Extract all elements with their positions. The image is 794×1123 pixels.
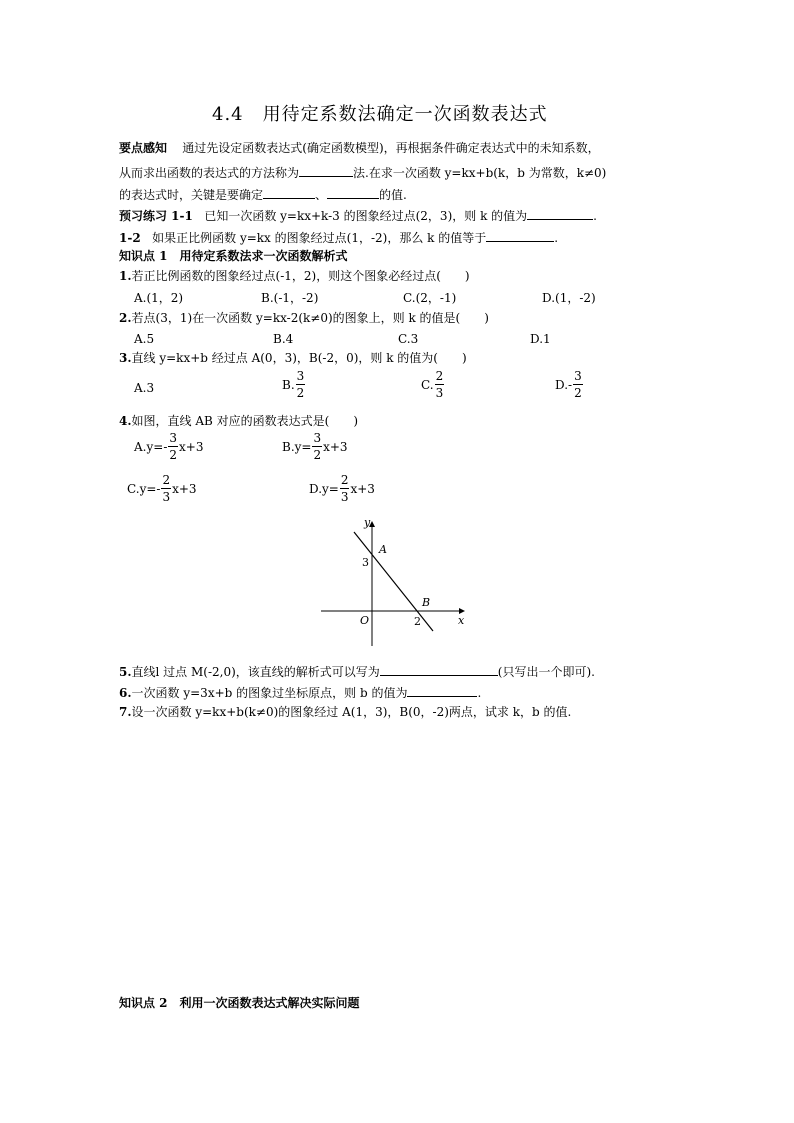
key-points-text-2a: 从而求出函数的表达式的方法称为	[119, 166, 300, 180]
question-7-number: 7.	[119, 705, 132, 719]
question-6	[119, 685, 481, 699]
key-points-text-1: 通过先设定函数表达式(确定函数模型)，再根据条件确定表达式中的未知系数，	[182, 141, 600, 155]
q4-option-b	[282, 432, 348, 461]
numerator: 3	[574, 369, 582, 383]
denominator: 2	[296, 386, 305, 400]
question-7	[119, 706, 571, 718]
fraction	[312, 432, 322, 461]
q1-option-b: B.(-1，-2)	[261, 291, 319, 305]
question-2-stem	[119, 312, 489, 324]
fraction	[161, 474, 171, 503]
question-2-number: 2.	[119, 311, 132, 325]
answer-blank[interactable]	[380, 664, 498, 676]
denominator: 3	[435, 386, 444, 400]
q2-option-a: A.5	[134, 332, 155, 346]
fraction	[296, 370, 306, 399]
x-tick-label: 2	[414, 615, 421, 628]
question-5-number: 5.	[119, 665, 132, 679]
fraction	[573, 370, 583, 399]
question-5-end: (只写出一个即可).	[497, 665, 595, 679]
q4-option-a-label: A.y=-	[134, 439, 168, 454]
q3-option-d-label: D.-	[555, 377, 573, 392]
q4-option-c	[127, 474, 197, 503]
q4-option-d	[309, 474, 375, 503]
question-6-end: .	[477, 686, 482, 700]
key-points-line-1	[119, 142, 600, 154]
page-title: 4.4 用待定系数法确定一次函数表达式	[212, 104, 548, 125]
point-b-label: B	[422, 596, 431, 609]
preview-1-2	[119, 230, 558, 244]
point-a-label: A	[379, 543, 387, 556]
question-4-number: 4.	[119, 414, 132, 428]
fraction	[435, 370, 445, 399]
answer-blank[interactable]	[527, 208, 593, 220]
preview-1-1	[119, 208, 597, 222]
q1-option-a: A.(1，2)	[134, 291, 184, 305]
q4-option-c-label: C.y=-	[127, 481, 161, 496]
q1-option-c: C.(2，-1)	[403, 291, 457, 305]
answer-blank[interactable]	[327, 187, 379, 199]
key-points-line-2	[119, 165, 606, 179]
numerator: 2	[162, 473, 171, 487]
question-6-number: 6.	[119, 686, 132, 700]
question-1-number: 1.	[119, 269, 132, 283]
preview-1-2-text: 如果正比例函数 y=kx 的图象经过点(1，-2)，那么 k 的值等于	[152, 231, 487, 245]
q3-option-a: A.3	[134, 381, 155, 395]
answer-blank[interactable]	[486, 230, 554, 242]
section-2-heading: 知识点 2 利用一次函数表达式解决实际问题	[119, 996, 360, 1010]
q1-option-d: D.(1，-2)	[542, 291, 596, 305]
question-1-stem	[119, 270, 470, 282]
numerator: 2	[435, 369, 444, 383]
q4-option-d-label: D.y=	[309, 481, 339, 496]
section-1-heading: 知识点 1 用待定系数法求一次函数解析式	[119, 249, 348, 263]
question-5-text: 直线l 过点 M(-2,0)，该直线的解析式可以写为	[131, 665, 380, 679]
q3-option-b-label: B.	[282, 377, 295, 392]
key-points-text-3c: 的值.	[379, 188, 407, 202]
q2-option-b: B.4	[273, 332, 294, 346]
q4-option-d-suffix: x+3	[350, 481, 375, 496]
denominator: 3	[162, 490, 171, 504]
numerator: 3	[296, 369, 305, 383]
denominator: 2	[169, 448, 178, 462]
fraction	[340, 474, 350, 503]
denominator: 2	[313, 448, 322, 462]
question-4-text: 如图，直线 AB 对应的函数表达式是( )	[131, 414, 359, 428]
numerator: 2	[340, 473, 349, 487]
question-3-text: 直线 y=kx+b 经过点 A(0，3)，B(-2，0)，则 k 的值为( )	[131, 351, 467, 365]
q4-option-b-label: B.y=	[282, 439, 312, 454]
answer-blank[interactable]	[407, 685, 477, 697]
q4-option-a-suffix: x+3	[179, 439, 204, 454]
q4-option-a	[134, 432, 203, 461]
question-1-text: 若正比例函数的图象经过点(-1，2)，则这个图象必经过点( )	[131, 269, 470, 283]
question-5	[119, 664, 595, 678]
preview-1-1-text: 已知一次函数 y=kx+k-3 的图象经过点(2，3)，则 k 的值为	[204, 209, 528, 223]
coordinate-figure	[318, 518, 470, 648]
q3-option-c-label: C.	[421, 377, 434, 392]
q4-option-c-suffix: x+3	[172, 481, 197, 496]
answer-blank[interactable]	[299, 165, 353, 177]
q3-option-c	[421, 370, 445, 399]
question-6-text: 一次函数 y=3x+b 的图象过坐标原点，则 b 的值为	[131, 686, 408, 700]
preview-1-1-label: 预习练习 1-1	[119, 209, 193, 223]
question-2-text: 若点(3，1)在一次函数 y=kx-2(k≠0)的图象上，则 k 的值是( )	[131, 311, 489, 325]
x-axis-label: x	[458, 614, 465, 627]
q2-option-c: C.3	[398, 332, 419, 346]
q4-option-b-suffix: x+3	[323, 439, 348, 454]
answer-blank[interactable]	[263, 187, 315, 199]
question-3-number: 3.	[119, 351, 132, 365]
preview-1-1-end: .	[593, 209, 597, 223]
key-points-label: 要点感知	[119, 141, 168, 155]
numerator: 3	[169, 431, 178, 445]
key-points-text-2b: 法.在求一次函数 y=kx+b(k，b 为常数，k≠0)	[353, 166, 607, 180]
key-points-text-3b: 、	[315, 188, 328, 202]
question-4-stem	[119, 415, 358, 427]
question-3-stem	[119, 352, 467, 364]
question-7-text: 设一次函数 y=kx+b(k≠0)的图象经过 A(1，3)，B(0，-2)两点，试求 k，b 的值.	[131, 705, 572, 719]
preview-1-2-end: .	[554, 231, 559, 245]
origin-label: O	[360, 614, 370, 627]
y-axis-label: y	[364, 518, 371, 529]
preview-1-2-label: 1-2	[119, 231, 141, 245]
key-points-line-3	[119, 187, 407, 201]
denominator: 3	[340, 490, 349, 504]
q3-option-b	[282, 370, 306, 399]
q2-option-d: D.1	[530, 332, 551, 346]
numerator: 3	[313, 431, 322, 445]
fraction	[168, 432, 178, 461]
key-points-text-3a: 的表达式时，关键是要确定	[119, 188, 264, 202]
y-tick-label: 3	[362, 556, 369, 569]
denominator: 2	[574, 386, 582, 400]
q3-option-d	[555, 370, 584, 399]
